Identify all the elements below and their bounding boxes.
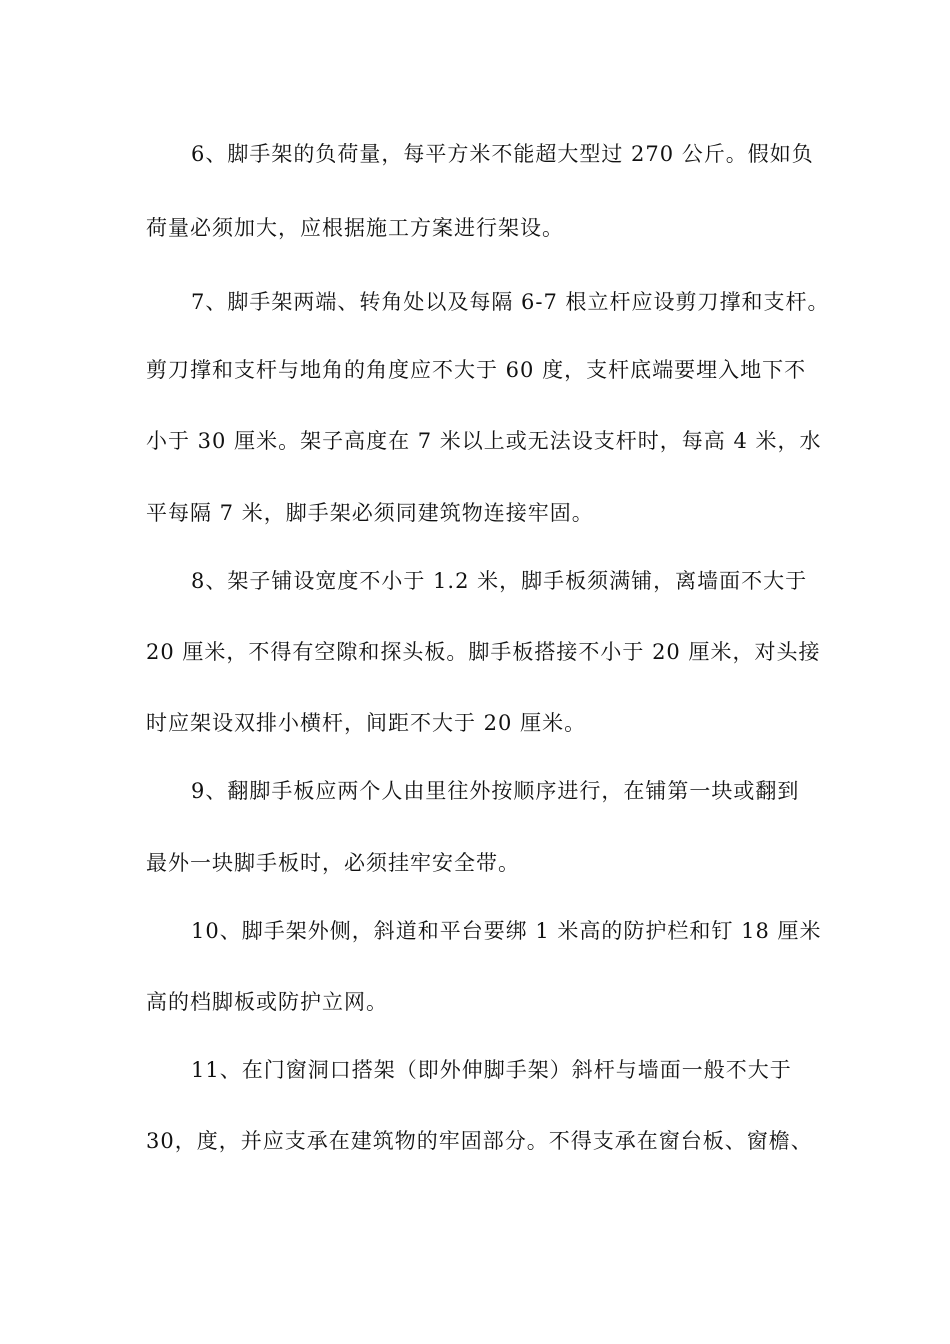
paragraph-8-line-2: 20 厘米，不得有空隙和探头板。脚手板搭接不小于 20 厘米，对头接 <box>146 640 821 664</box>
paragraph-6-line-2: 荷量必须加大，应根据施工方案进行架设。 <box>146 216 564 240</box>
paragraph-11-line-1: 11、在门窗洞口搭架（即外伸脚手架）斜杆与墙面一般不大于 <box>191 1058 792 1082</box>
paragraph-7-line-2: 剪刀撑和支杆与地角的角度应不大于 60 度，支杆底端要埋入地下不 <box>146 358 807 382</box>
paragraph-8-line-1: 8、架子铺设宽度不小于 1.2 米，脚手板须满铺，离墙面不大于 <box>191 569 808 593</box>
paragraph-9-line-2: 最外一块脚手板时，必须挂牢安全带。 <box>146 851 520 875</box>
paragraph-7-line-1: 7、脚手架两端、转角处以及每隔 6-7 根立杆应设剪刀撑和支杆。 <box>191 290 830 314</box>
paragraph-11-line-2: 30，度，并应支承在建筑物的牢固部分。不得支承在窗台板、窗檐、 <box>146 1129 813 1153</box>
paragraph-10-line-1: 10、脚手架外侧，斜道和平台要绑 1 米高的防护栏和钉 18 厘米 <box>191 919 822 943</box>
paragraph-10-line-2: 高的档脚板或防护立网。 <box>146 990 388 1014</box>
paragraph-9-line-1: 9、翻脚手板应两个人由里往外按顺序进行，在铺第一块或翻到 <box>191 779 800 803</box>
paragraph-8-line-3: 时应架设双排小横杆，间距不大于 20 厘米。 <box>146 711 587 735</box>
paragraph-7-line-4: 平每隔 7 米，脚手架必须同建筑物连接牢固。 <box>146 501 594 525</box>
paragraph-6-line-1: 6、脚手架的负荷量，每平方米不能超大型过 270 公斤。假如负 <box>191 142 814 166</box>
paragraph-7-line-3: 小于 30 厘米。架子高度在 7 米以上或无法设支杆时，每高 4 米，水 <box>146 429 822 453</box>
